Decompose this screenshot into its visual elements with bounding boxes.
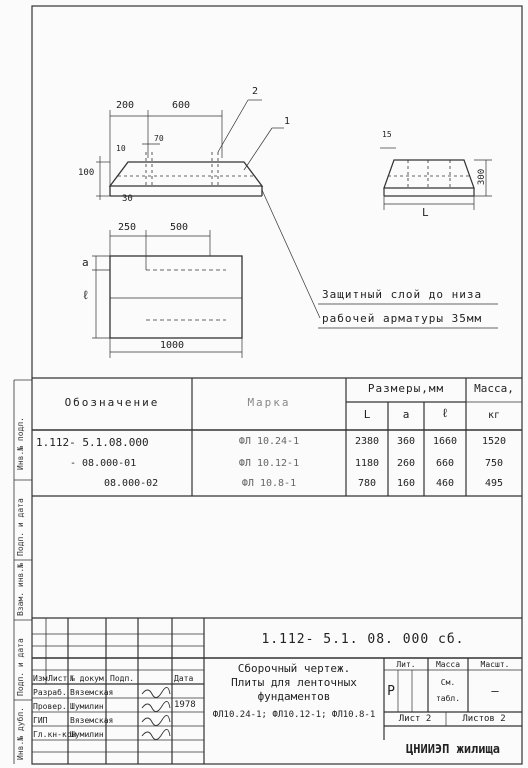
row-1-l: 1660 [432, 436, 458, 447]
staff-3-name: Вяземская [70, 716, 114, 725]
note-line-2: рабочей арматуры 35мм [322, 312, 483, 325]
margin-label-4: Подп. и дата [16, 638, 25, 696]
margin-label-5: Инв.№ дубл. [16, 707, 25, 760]
header-mark: Марка [247, 396, 291, 409]
row-2-l: 660 [435, 458, 455, 469]
row-2-a: 260 [396, 458, 416, 469]
title-line-1: Сборочный чертеж. [237, 662, 351, 675]
subheader-a: a [402, 408, 410, 421]
row-1-mass: 1520 [481, 436, 507, 447]
subheader-kg: кг [487, 410, 501, 421]
title-line-4: ФЛ10.24-1; ФЛ10.12-1; ФЛ10.8-1 [212, 710, 376, 720]
sheet-label: Лист 2 [398, 714, 432, 724]
dim-10: 10 [116, 144, 126, 153]
row-3-mass: 495 [484, 478, 504, 489]
row-2-mass: 750 [484, 458, 504, 469]
section-right [380, 148, 492, 210]
section-left [96, 100, 320, 318]
stage-label: Лит. [396, 660, 416, 669]
margin-label-1: Инв.№ подл. [16, 417, 25, 470]
margin-label-2: Подп. и дата [16, 498, 25, 556]
callout-1: 1 [284, 116, 291, 127]
header-designation: Обозначение [64, 396, 160, 409]
row-1-a: 360 [396, 436, 416, 447]
signatures [142, 687, 170, 739]
mass-label: Масса [435, 660, 461, 669]
header-sizes: Размеры,мм [367, 382, 445, 395]
col-doc: № докум. [70, 674, 109, 683]
row-3-designation: 08.000-02 [104, 478, 159, 489]
organization: ЦНИИЭП жилища [406, 742, 500, 756]
row-3-mark: ФЛ 10.8-1 [241, 478, 297, 489]
sheets-label: Листов 2 [462, 714, 506, 724]
staff-2-role: Провер. [33, 702, 67, 711]
col-sign: Подп. [110, 674, 135, 683]
staff-1-name: Вяземская [70, 688, 114, 697]
dim-l: ℓ [82, 288, 90, 302]
staff-1-role: Разраб. [33, 688, 67, 697]
row-3-L: 780 [357, 478, 377, 489]
plan-view [92, 230, 242, 358]
row-1-mark: ФЛ 10.24-1 [238, 436, 300, 447]
margin-label-3: Взам. инв.№ [16, 563, 25, 616]
dim-1000: 1000 [160, 340, 185, 351]
dim-15: 15 [382, 130, 392, 139]
dim-a: a [82, 256, 89, 269]
subheader-l: ℓ [441, 406, 449, 420]
dim-250: 250 [118, 222, 137, 233]
row-1-designation: 1.112- 5.1.08.000 [36, 436, 149, 449]
subheader-L: L [363, 408, 371, 421]
staff-4-name: Шумилин [70, 730, 104, 739]
dim-L: L [422, 206, 429, 219]
title-line-2: Плиты для ленточных [231, 676, 357, 689]
dim-500: 500 [170, 222, 189, 233]
mass-value-1: См. [440, 678, 456, 687]
col-date: Дата [174, 674, 194, 683]
title-line-3: фундаментов [257, 690, 331, 703]
col-izm: Изм [33, 674, 48, 683]
col-list: Лист [48, 674, 68, 683]
stage-value: Р [387, 684, 395, 699]
row-2-L: 1180 [354, 458, 380, 469]
staff-3-role: ГИП [33, 716, 48, 725]
scale-label: Масшт. [480, 660, 510, 669]
staff-4-role: Гл.кн-кон [33, 730, 77, 739]
scale-value: — [491, 684, 499, 698]
dim-600: 600 [172, 100, 191, 111]
row-2-mark: ФЛ 10.12-1 [238, 458, 300, 469]
header-mass: Масса, [474, 382, 514, 395]
row-1-L: 2380 [354, 436, 380, 447]
row-3-l: 460 [435, 478, 455, 489]
dim-300: 300 [477, 168, 488, 186]
dim-70: 70 [154, 134, 164, 143]
mass-value-2: табл. [435, 694, 461, 703]
note-line-1: Защитный слой до низа [322, 288, 483, 301]
staff-2-name: Шумилин [70, 702, 104, 711]
year: 1978 [174, 700, 196, 710]
dim-200: 200 [116, 100, 135, 111]
row-3-a: 160 [396, 478, 416, 489]
callout-2: 2 [252, 86, 259, 97]
doc-code: 1.112- 5.1. 08. 000 сб. [261, 632, 465, 647]
row-2-designation: - 08.000-01 [70, 458, 137, 469]
dim-100: 100 [78, 168, 95, 178]
dim-30: 30 [122, 194, 133, 204]
